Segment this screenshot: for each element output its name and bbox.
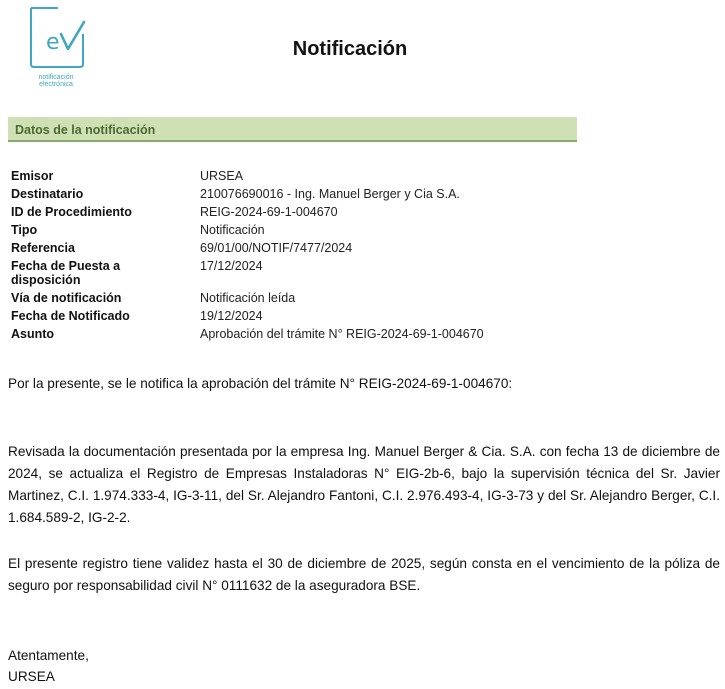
detail-label: Emisor [11,169,54,183]
svg-text:e: e [46,30,60,55]
section-title: Datos de la notificación [15,123,156,137]
detail-row-tipo [11,223,611,237]
detail-value: 210076690016 - Ing. Manuel Berger y Cia S.A. [200,187,460,201]
intro-paragraph: Por la presente, se le notifica la aprobación del trámite N° REIG-2024-69-1-004670: [8,376,513,391]
logo-caption-line2: electrónica [39,81,73,88]
body-paragraph-1: Revisada la documentación presentada por la empresa Ing. Manuel Berger & Cia. S.A. con fecha 13 de diciembre de 2024, se actualiza el Registro de Empresas Instaladoras N° EIG-2b-6, bajo la supervisión técnica del Sr. Javier Martinez, C.I. 1.974.333-4, IG-3-11, del Sr. Alejandro Fantoni, C.I. 2.976.493-4, IG-3-73 y del Sr. Alejandro Berger, C.I. 1.684.589-2, IG-2-2. [8,444,720,525]
ev-check-icon [28,4,86,70]
body-paragraph-2: El presente registro tiene validez hasta el 30 de diciembre de 2025, según consta en el vencimiento de la póliza de seguro por responsabilidad civil N° 0111632 de la aseguradora BSE. [8,556,720,593]
detail-value: 19/12/2024 [200,309,263,323]
detail-row-fecha-notificado [11,309,611,323]
detail-value: REIG-2024-69-1-004670 [200,205,338,219]
detail-row-fecha-puesta [11,259,611,287]
detail-row-referencia [11,241,611,255]
detail-row-asunto [11,327,611,341]
detail-label: Vía de notificación [11,291,122,305]
detail-label: Referencia [11,241,75,255]
detail-row-via-notificacion [11,291,611,305]
detail-label: Destinatario [11,187,84,201]
details-table [11,169,611,345]
detail-row-id-procedimiento [11,205,611,219]
detail-value: Notificación [200,223,265,237]
closing-signer: URSEA [8,669,55,684]
detail-value: URSEA [200,169,244,183]
detail-label: Asunto [11,327,55,341]
detail-value: Aprobación del trámite N° REIG-2024-69-1-004670 [200,327,484,341]
logo-caption-line1: notificación [38,74,74,81]
notificacion-electronica-logo [24,4,96,90]
section-header [8,117,577,142]
detail-label: Tipo [11,223,38,237]
detail-row-emisor [11,169,611,183]
detail-value: 69/01/00/NOTIF/7477/2024 [200,241,353,255]
closing-block [8,645,89,687]
detail-label: Fecha de Puesta a disposición [11,259,121,287]
detail-label: ID de Procedimiento [11,205,132,219]
detail-value: 17/12/2024 [200,259,263,273]
closing-salutation: Atentamente, [8,648,89,663]
logo-caption [24,74,88,88]
detail-value: Notificación leída [200,291,296,305]
page-title: Notificación [292,38,408,60]
detail-label: Fecha de Notificado [11,309,130,323]
detail-row-destinatario [11,187,611,201]
